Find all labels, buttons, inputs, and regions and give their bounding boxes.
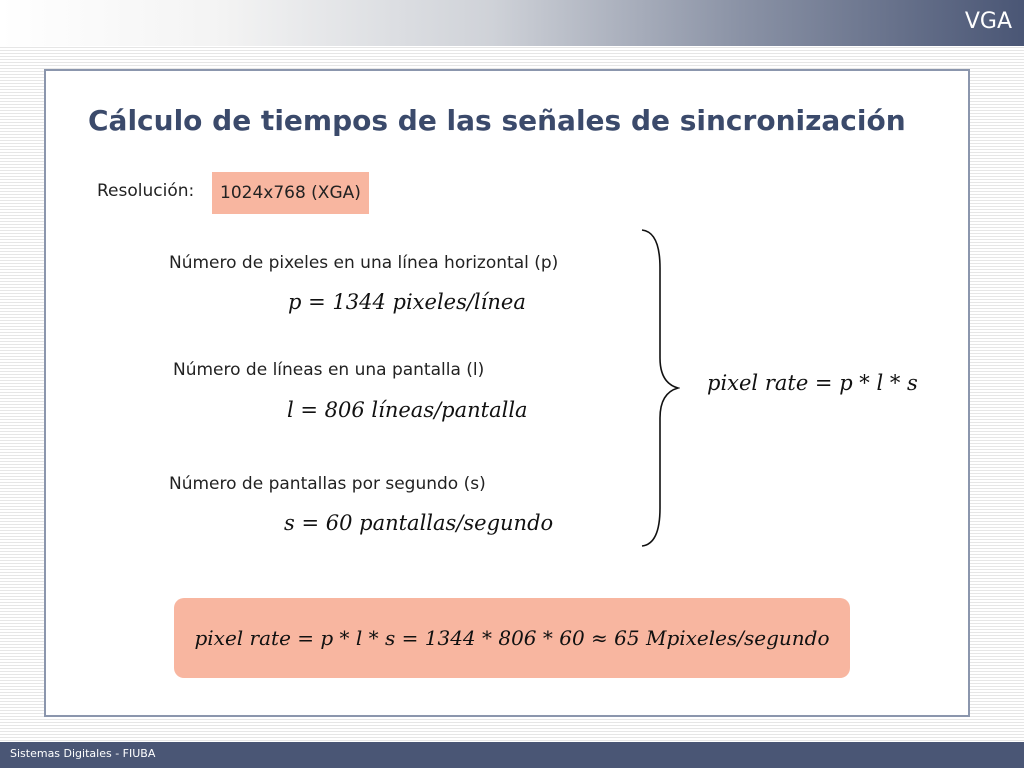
slide-title: Cálculo de tiempos de las señales de sincronización (88, 104, 906, 137)
result-box (174, 598, 850, 678)
result-formula: pixel rate = p * l * s = 1344 * 806 * 60 ≈ 65 Mpixeles/segundo (194, 626, 830, 650)
lines-per-screen-label: Número de líneas en una pantalla (l) (173, 360, 485, 380)
section-label: VGA (964, 9, 1012, 34)
pixel-rate-formula: pixel rate = p * l * s (707, 371, 918, 395)
footer-text: Sistemas Digitales - FIUBA (10, 747, 156, 760)
screens-per-second-equation: s = 60 pantallas/segundo (284, 511, 554, 535)
resolution-label: Resolución: (97, 181, 195, 201)
pixels-per-line-label: Número de pixeles en una línea horizontal (p) (169, 253, 559, 273)
lines-per-screen-equation: l = 806 líneas/pantalla (287, 398, 528, 422)
header-bar (0, 0, 1024, 46)
right-brace-icon (640, 228, 680, 548)
screens-per-second-label: Número de pantallas por segundo (s) (169, 474, 486, 494)
resolution-value: 1024x768 (XGA) (212, 172, 369, 214)
footer-bar (0, 742, 1024, 768)
pixels-per-line-equation: p = 1344 pixeles/línea (288, 290, 526, 314)
